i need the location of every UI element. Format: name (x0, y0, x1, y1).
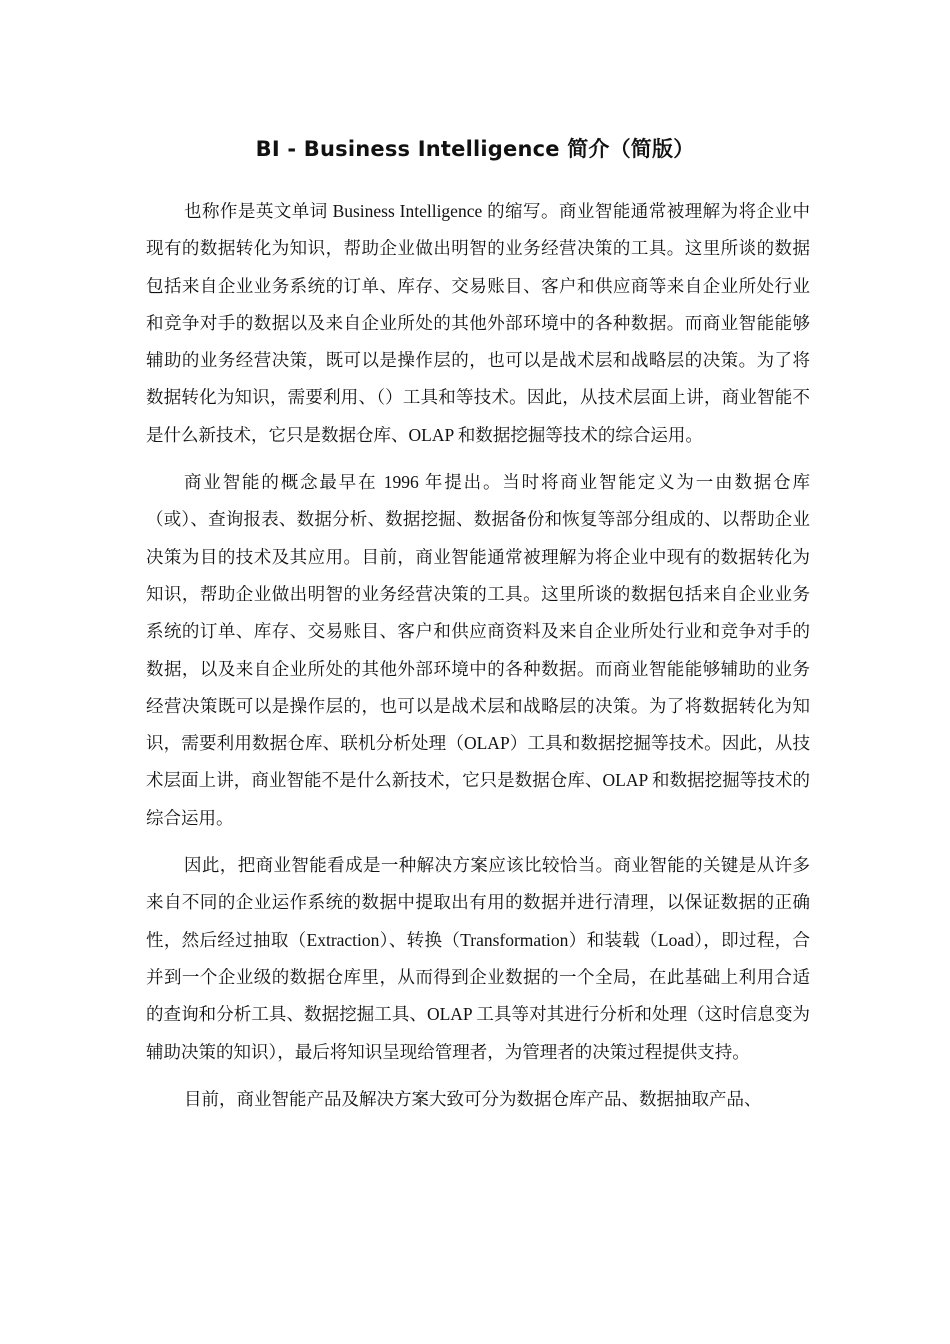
paragraph: 目前，商业智能产品及解决方案大致可分为数据仓库产品、数据抽取产品、 (184, 1088, 762, 1109)
paragraph: 商业智能的概念最早在 1996 年提出。当时将商业智能定义为一由数据仓库（或）、查询报表、数据分析、数据挖掘、数据备份和恢复等部分组成的、以帮助企业决策为目的技术及其应用。目前，商业智能通常被理解为将企业中现有的数据转化为知识，帮助企业做出明智的业务经营决策的工具。这里所谈的数据包括来自企业业务系统的订单、库存、交易账目、客户和供应商资料及来自企业所处行业和竞争对手的数据，以及来自企业所处的其他外部环境中的各种数据。而商业智能能够辅助的业务经营决策既可以是操作层的，也可以是战术层和战略层的决策。为了将数据转化为知识，需要利用数据仓库、联机分析处理（OLAP）工具和数据挖掘等技术。因此，从技术层面上讲，商业智能不是什么新技术，它只是数据仓库、OLAP 和数据挖掘等技术的综合运用。 (146, 472, 810, 828)
document-title: BI - Business Intelligence 简介（简版） (255, 137, 695, 161)
paragraph: 因此，把商业智能看成是一种解决方案应该比较恰当。商业智能的关键是从许多来自不同的企业运作系统的数据中提取出有用的数据并进行清理，以保证数据的正确性，然后经过抽取（Extraction）、转换（Transformation）和装载（Load），即过程，合并到一个企业级的数据仓库里，从而得到企业数据的一个全局，在此基础上利用合适的查询和分析工具、数据挖掘工具、OLAP 工具等对其进行分析和处理（这时信息变为辅助决策的知识），最后将知识呈现给管理者，为管理者的决策过程提供支持。 (146, 855, 810, 1062)
document-body (146, 193, 810, 1128)
paragraph: 也称作是英文单词 Business Intelligence 的缩写。商业智能通常被理解为将企业中现有的数据转化为知识，帮助企业做出明智的业务经营决策的工具。这里所谈的数据包括来自企业业务系统的订单、库存、交易账目、客户和供应商等来自企业所处行业和竞争对手的数据以及来自企业所处的其他外部环境中的各种数据。而商业智能能够辅助的业务经营决策，既可以是操作层的，也可以是战术层和战略层的决策。为了将数据转化为知识，需要利用、（）工具和等技术。因此，从技术层面上讲，商业智能不是什么新技术，它只是数据仓库、OLAP 和数据挖掘等技术的综合运用。 (146, 201, 810, 445)
